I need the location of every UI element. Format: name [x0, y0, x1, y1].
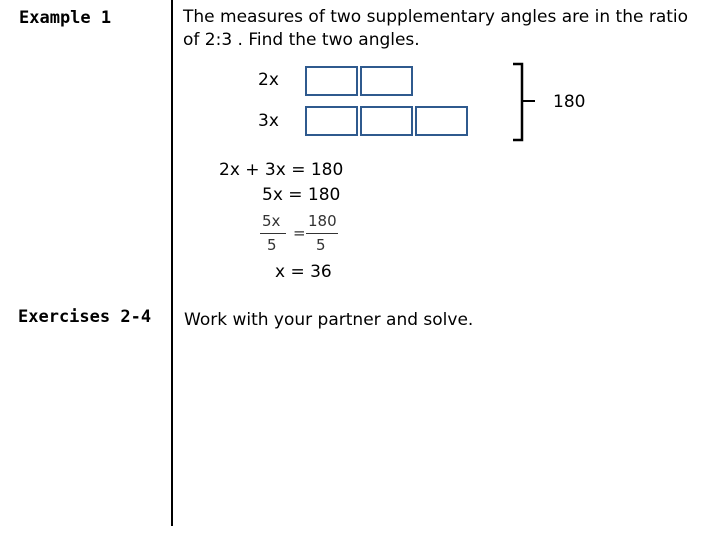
- problem-text: The measures of two supplementary angles are in the ratio of 2:3 . Find the two angles.: [183, 7, 689, 50]
- fraction-bar: [306, 233, 338, 234]
- fraction-right-numerator: 180: [308, 212, 337, 230]
- equation-line-4: x = 36: [275, 262, 332, 282]
- total-label: 180: [553, 92, 586, 112]
- exercises-instruction: Work with your partner and solve.: [184, 310, 474, 330]
- tape-unit-box: [305, 66, 358, 96]
- column-divider: [171, 0, 173, 526]
- tape-row1-label: 2x: [258, 70, 279, 90]
- tape-unit-box: [360, 106, 413, 136]
- fraction-equation: [260, 212, 350, 256]
- tape-unit-box: [305, 106, 358, 136]
- tape-unit-box: [415, 106, 468, 136]
- fraction-left-denominator: 5: [267, 236, 277, 254]
- fraction-right-denominator: 5: [316, 236, 326, 254]
- tape-unit-box: [360, 66, 413, 96]
- fraction-bar: [260, 233, 286, 234]
- fraction-left-numerator: 5x: [262, 212, 281, 230]
- tape-row1: [305, 66, 413, 96]
- example-label: Example 1: [19, 8, 112, 28]
- total-bracket: [505, 60, 545, 146]
- exercises-label: Exercises 2-4: [18, 307, 152, 327]
- equation-line-1: 2x + 3x = 180: [219, 160, 344, 180]
- fraction-equals: =: [293, 224, 306, 242]
- tape-row2-label: 3x: [258, 111, 279, 131]
- equation-line-2: 5x = 180: [262, 185, 341, 205]
- tape-row2: [305, 106, 468, 136]
